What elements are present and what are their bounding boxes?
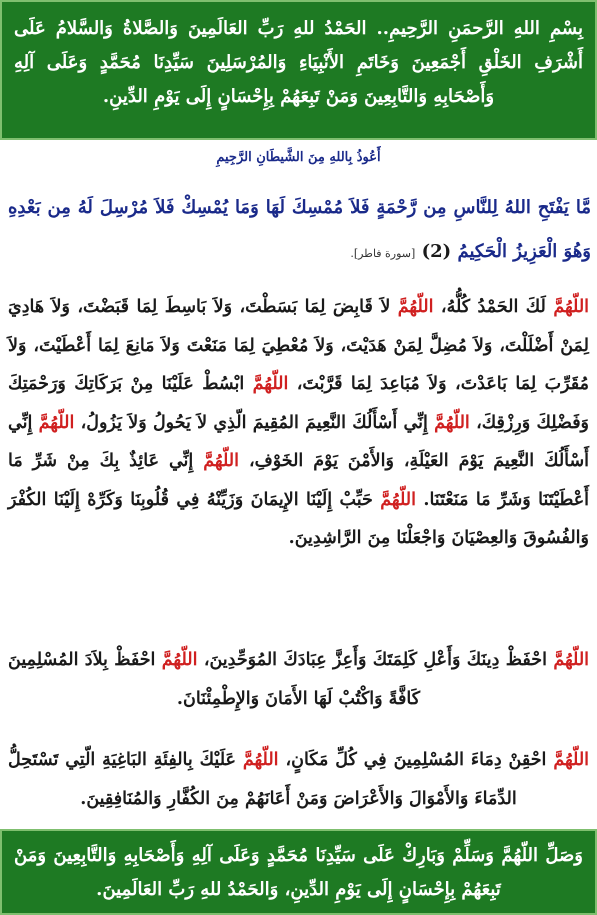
verse-text: مَّا يَفْتَحِ اللهُ لِلنَّاسِ مِن رَّحْمَةٍ فَلاَ مُمْسِكَ لَهَا وَمَا يُمْسِكْ فَلاَ مُرْسِلَ لَهُ مِن بَعْدِهِ وَهُوَ الْعَزِيزُ الْحَكِيمُ [8,197,591,262]
closing-text: وَصَلِّ اللّهُمَّ وَسَلِّمْ وَبَارِكْ عَلَى سَيِّدِنَا مُحَمَّدٍ وَعَلَى آلِهِ وَأَصْحَابِهِ وَالتَّابِعِينَ وَمَنْ تَبِعَهُمْ بِإِحْسَانٍ إِلَى يَوْمِ الدِّينِ، وَالحَمْدُ للهِ رَبِّ العَالَمِينَ. [14,845,583,900]
allahumma-highlight: اللّهُمَّ [161,650,198,670]
allahumma-highlight: اللّهُمَّ [397,297,434,317]
dua-text: لَكَ الحَمْدُ كُلُّهُ، [440,297,546,317]
allahumma-highlight: اللّهُمَّ [38,412,75,433]
allahumma-highlight: اللّهُمَّ [553,297,590,317]
allahumma-highlight: اللّهُمَّ [380,489,416,510]
dua-paragraph-1 [8,288,589,558]
dua-text: إِنِّي أَسْأَلُكَ النَّعِيمَ المُقِيمَ الّذِي لاَ يَحُولُ وَلاَ يَزُولُ، [80,412,428,433]
dua-text: عَلَيْكَ بِالفِئَةِ البَاغِيَةِ الّتِي تَسْتَحِلُّ الدِّمَاءَ وَالأَمْوَالَ وَالأَعْرَاضَ وَمَنْ أَعَانَهُمْ مِنَ الكُفَّارِ وَالمُنَافِقِينَ. [8,750,517,809]
allahumma-highlight: اللّهُمَّ [553,750,590,770]
dua-text: إِنِّي أَسْأَلُكَ النَّعِيمَ يَوْمَ العَيْلَةِ، وَالأَمْنَ يَوْمَ الخَوْفِ، [8,412,590,471]
dua-text: حَبِّبْ إِلَيْنَا الإِيمَانَ وَزَيِّنْهُ فِي قُلُوبِنَا وَكَرِّهْ إِلَيْنَا الكُفْرَ وَالفُسُوقَ وَالعِصْيَانَ وَاجْعَلْنَا مِنَ الرَّاشِدِينَ. [8,489,589,548]
allahumma-highlight: اللّهُمَّ [242,750,279,770]
dua-text: لاَ قَابِضَ لِمَا بَسَطْتَ، وَلاَ بَاسِطَ لِمَا قَبَضْتَ، وَلاَ هَادِيَ لِمَنْ أَضْلَلْتَ، وَلاَ مُضِلَّ لِمَنْ هَدَيْتَ، وَلاَ مُعْطِيَ لِمَا مَنَعْتَ وَلاَ مَانِعَ لِمَا أَعْطَيْتَ، وَلاَ مُقَرِّبَ لِمَا بَاعَدْتَ، وَلاَ مُبَاعِدَ لِمَا قَرَّبْتَ، [8,297,590,394]
istiadha-line: أَعُوذُ بِاللهِ مِنَ الشَّيطَانِ الرَّجِيمِ [216,150,381,165]
allahumma-highlight: اللّهُمَّ [203,451,239,471]
opening-text: بِسْمِ اللهِ الرَّحمَنِ الرَّحِيمِ.. الحَمْدُ للهِ رَبِّ العَالَمِينَ وَالصَّلاةُ وَالسَّلامُ عَلَى أَشْرَفِ الخَلْقِ أَجْمَعِينَ وَخَاتَمِ الأَنْبِيَاءِ وَالمُرْسَلِينَ سَيِّدِنَا مُحَمَّدٍ وَعَلَى آلِهِ وَأَصْحَابِهِ وَالتَّابِعِينَ وَمَنْ تَبِعَهُمْ بِإِحْسَانٍ إِلَى يَوْمِ الدِّينِ. [14,18,583,107]
verse-number: (2) [421,241,452,262]
dua-text: احْقِنْ دِمَاءَ المُسْلِمِينَ فِي كُلِّ مَكَانٍ، [285,750,547,770]
dua-paragraph-2 [8,641,589,718]
dua-text: احْفَظْ بِلاَدَ المُسْلِمِينَ كَافَّةً وَاكْتُبْ لَهَا الأَمَانَ وَالإِطْمِئْنَانَ. [8,650,421,709]
allahumma-highlight: اللّهُمَّ [434,412,470,433]
quran-verse [8,186,591,276]
dua-text: احْفَظْ دِينَكَ وَأَعْلِ كَلِمَتَكَ وَأَعِزَّ عِبَادَكَ المُوَحِّدِينَ، [203,650,547,670]
allahumma-highlight: اللّهُمَّ [553,650,590,670]
dua-paragraph-3 [8,741,589,818]
allahumma-highlight: اللّهُمَّ [252,374,289,394]
surah-reference: [سورة فاطر]. [350,247,416,260]
dua-text: إِنِّي عَائِذٌ بِكَ مِنْ شَرِّ مَا أَعْطَيْتَنَا وَشَرِّ مَا مَنَعْتَنَا. [8,451,590,510]
dua-text: ابْسُطْ عَلَيْنَا مِنْ بَرَكَاتِكَ وَرَحْمَتِكَ وَفَضْلِكَ وَرِزْقِكَ، [8,374,590,433]
opening-banner [0,0,597,140]
closing-banner [0,829,597,915]
